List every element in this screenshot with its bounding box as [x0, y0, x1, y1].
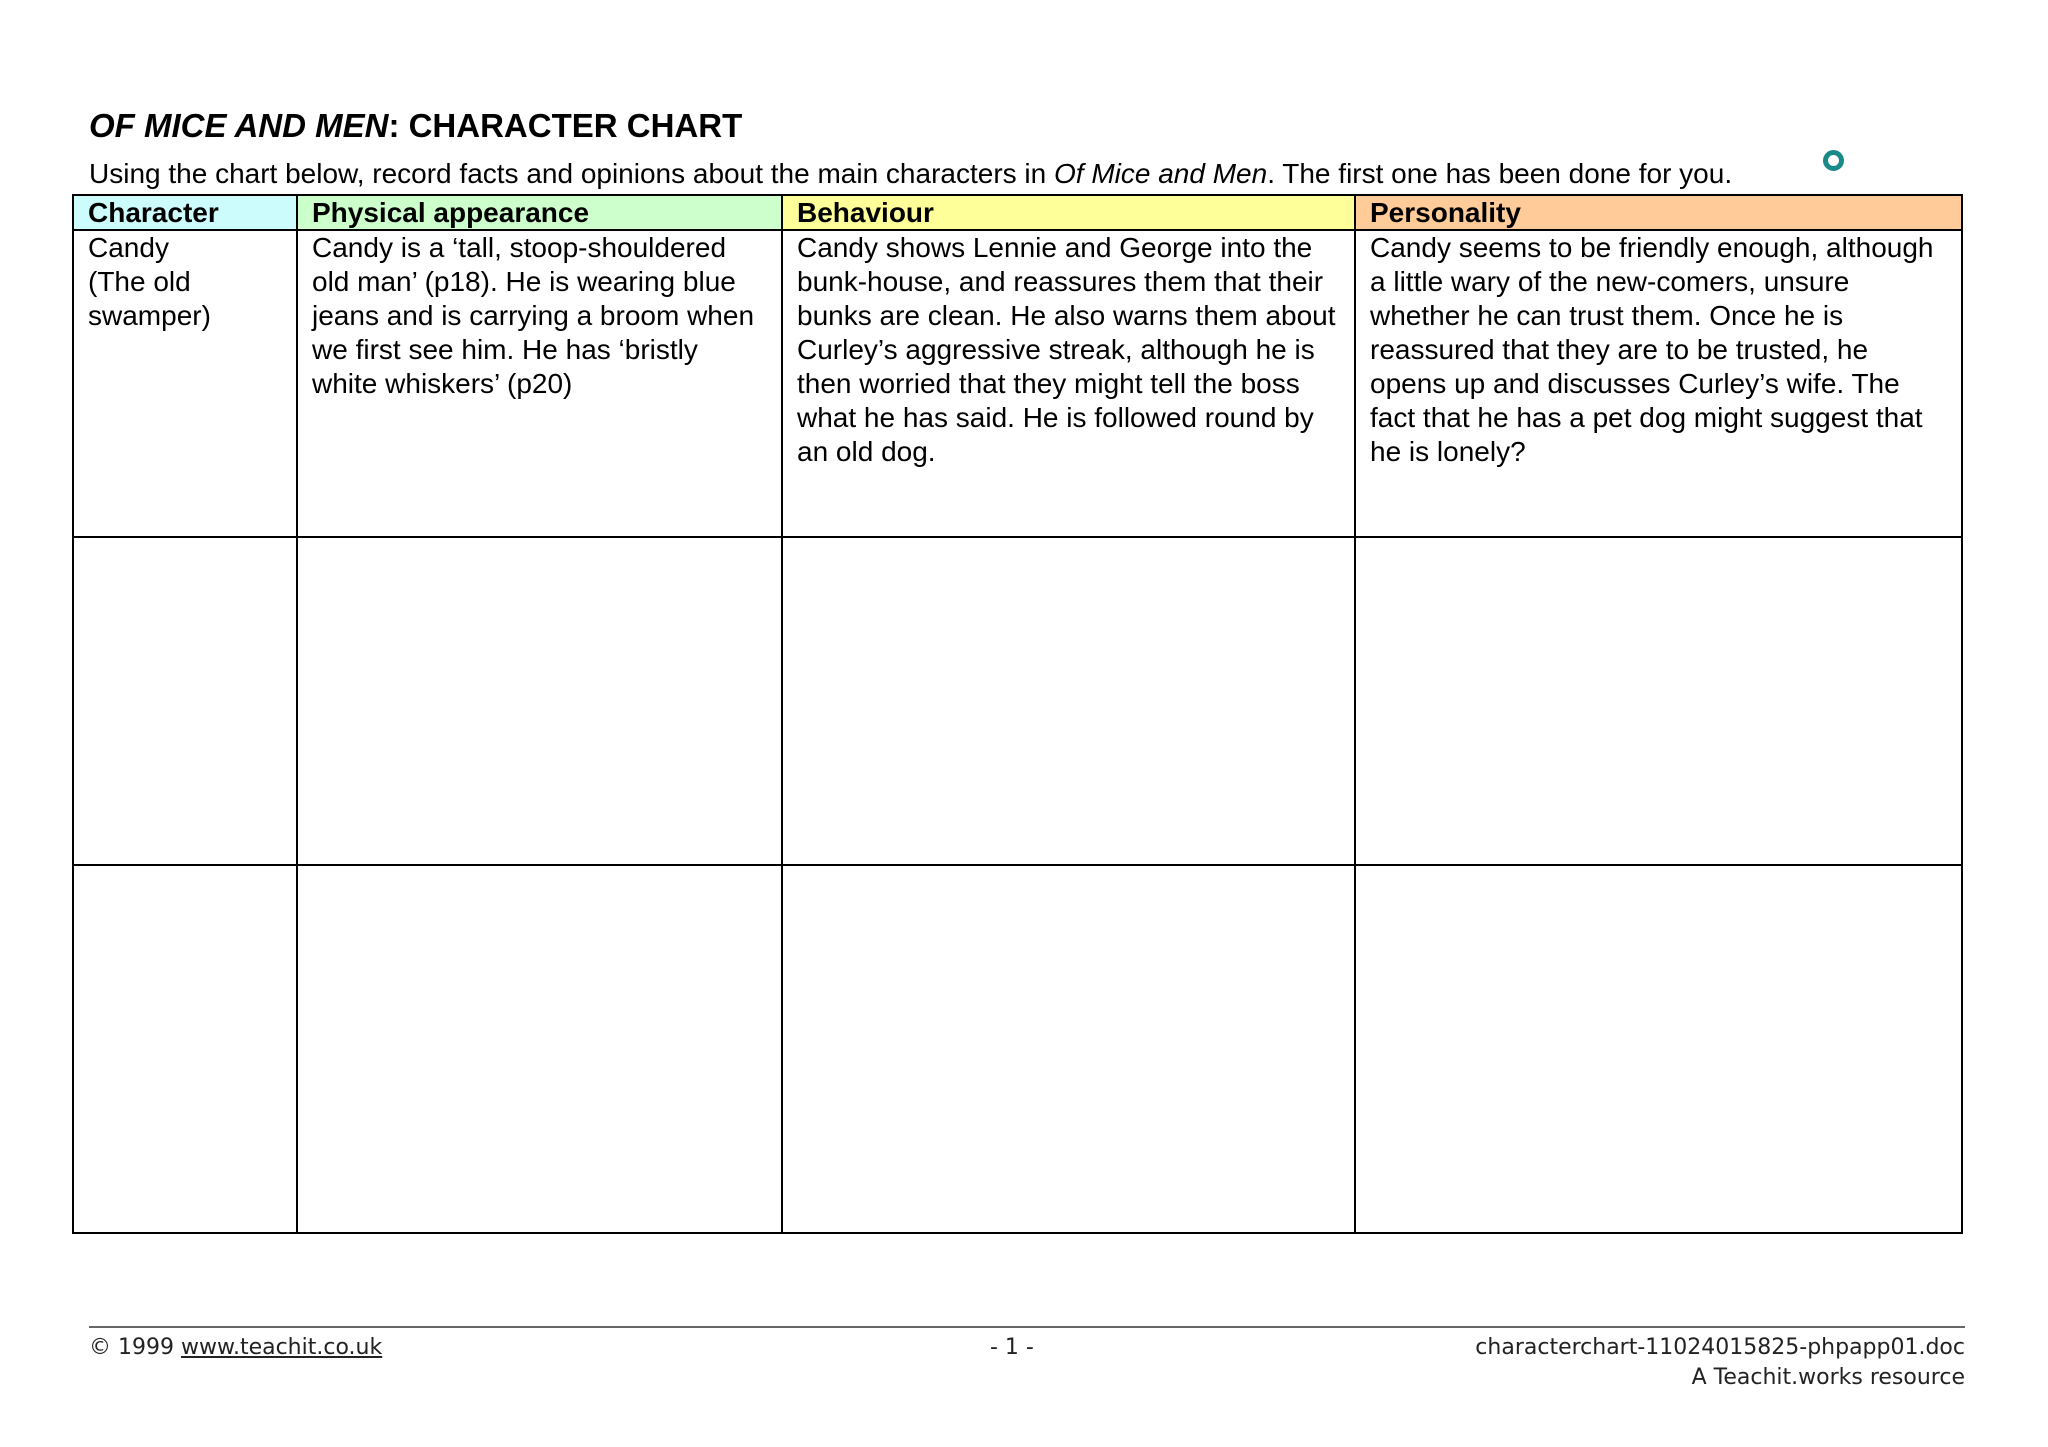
cell-physical-appearance[interactable] — [297, 537, 782, 865]
footer-copyright — [89, 1333, 382, 1363]
column-header-behaviour: Behaviour — [782, 195, 1355, 230]
footer-file-info — [1475, 1333, 1965, 1393]
table-header-row — [73, 195, 1962, 230]
cell-personality[interactable] — [1355, 865, 1962, 1233]
copyright-text: © 1999 — [89, 1335, 181, 1360]
cell-character[interactable] — [73, 537, 297, 865]
cell-physical-appearance[interactable]: Candy is a ‘tall, stoop-shouldered old man’ (p18). He is wearing blue jeans and is carrying a broom when we first see him. He has ‘bristly white whiskers’ (p20) — [297, 230, 782, 537]
cell-character[interactable]: Candy (The old swamper) — [73, 230, 297, 537]
instructions-end: . The first one has been done for you. — [1267, 158, 1733, 189]
cell-character[interactable] — [73, 865, 297, 1233]
column-header-character: Character — [73, 195, 297, 230]
column-header-personality: Personality — [1355, 195, 1962, 230]
page-number: - 1 - — [990, 1335, 1034, 1360]
cell-personality[interactable] — [1355, 537, 1962, 865]
cell-behaviour[interactable]: Candy shows Lennie and George into the bunk-house, and reassures them that their bunks are clean. He also warns them about Curley’s aggressive streak, although he is then worried that they might tell the boss what he has said. He is followed round by an old dog. — [782, 230, 1355, 537]
table-row — [73, 865, 1962, 1233]
cell-personality[interactable]: Candy seems to be friendly enough, although a little wary of the new-comers, unsure whether he can trust them. Once he is reassured that they are to be trusted, he opens up and discusses Curley’s wife. The fact that he has a pet dog might suggest that he is lonely? — [1355, 230, 1962, 537]
teachit-link[interactable]: www.teachit.co.uk — [180, 1335, 383, 1360]
title-book-name: OF MICE AND MEN — [89, 107, 389, 144]
instructions — [89, 156, 1732, 192]
title-suffix: : CHARACTER CHART — [388, 107, 743, 144]
footer-divider — [89, 1326, 1965, 1328]
page-title — [89, 106, 742, 146]
instructions-book-name: Of Mice and Men — [1054, 158, 1268, 189]
character-chart-table — [72, 194, 1963, 1234]
circle-marker-icon — [1823, 150, 1844, 171]
footer-filename: characterchart-11024015825-phpapp01.doc — [1475, 1335, 1965, 1360]
cell-behaviour[interactable] — [782, 537, 1355, 865]
cell-behaviour[interactable] — [782, 865, 1355, 1233]
instructions-start: Using the chart below, record facts and opinions about the main characters in — [89, 158, 1054, 189]
column-header-physical-appearance: Physical appearance — [297, 195, 782, 230]
cell-physical-appearance[interactable] — [297, 865, 782, 1233]
table-row — [73, 537, 1962, 865]
footer-resource-credit: A Teachit.works resource — [1691, 1365, 1965, 1390]
table-row — [73, 230, 1962, 537]
